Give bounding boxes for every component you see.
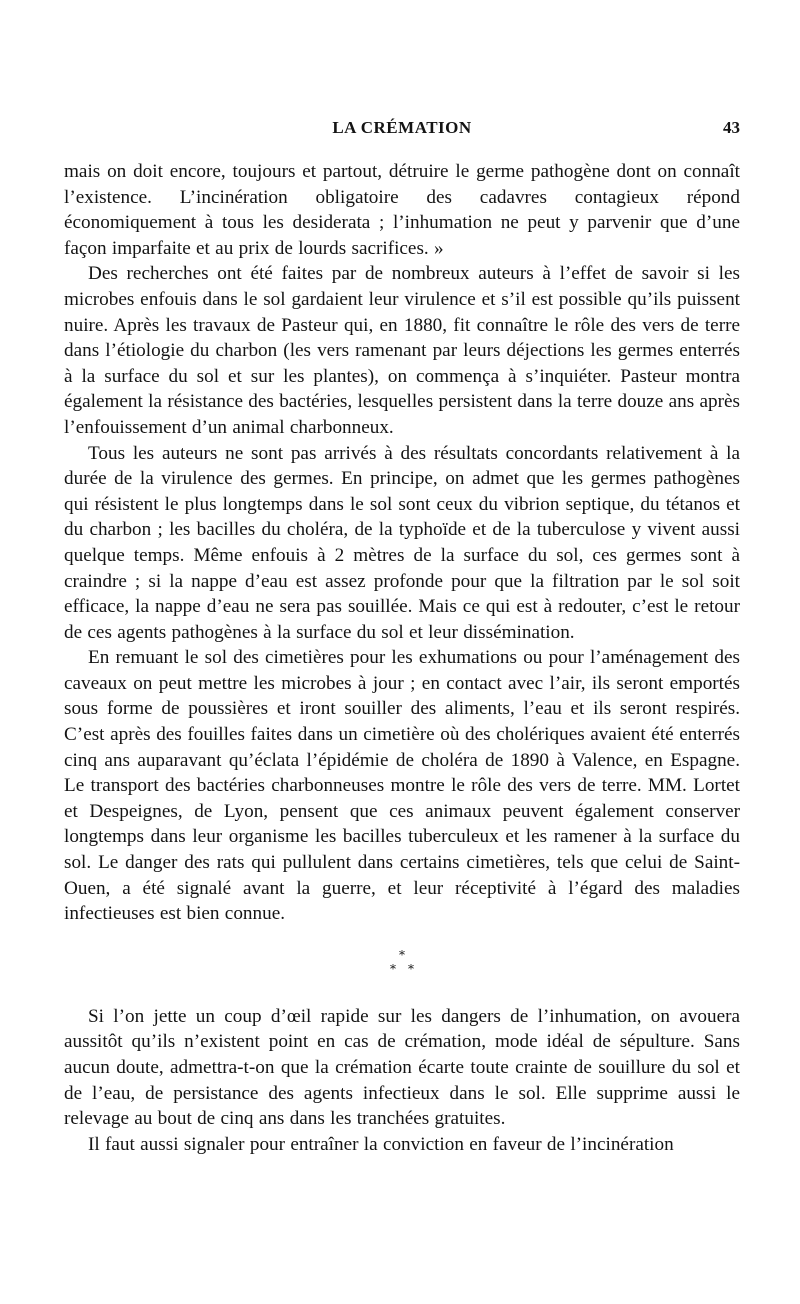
paragraph-virulence-duration: Tous les auteurs ne sont pas arrivés à des résultats concordants relativement à la durée de la virulence des germes. En principe, on admet que les germes pathogènes qui résistent le plus longtemps dans le sol sont ceux du vibrion septique, du tétanos et du charbon ; les bacilles du choléra, de la typhoïde et de la tuberculose y vivent aussi quelque temps. Même enfouis à 2 mètres de la surface du sol, ces germes sont à craindre ; si la nappe d’eau est assez profonde pour que la filtration par le sol soit efficace, la nappe d’eau ne sera pas souillée. Mais ce qui est à redouter, c’est le retour de ces agents pathogènes à la surface du sol et leur dissémination.	[64, 442, 740, 643]
section-break	[64, 927, 740, 1004]
paragraph-cemetery-exhumations: En remuant le sol des cimetières pour les exhumations ou pour l’aménagement des caveaux on peut mettre les microbes à jour ; en contact avec l’air, ils seront emportés sous forme de poussières et iront souiller des aliments, l’eau et ils seront respirés. C’est après des fouilles faites dans un cimetière où des cholériques avaient été enterrés cinq ans auparavant qu’éclata l’épidémie de choléra de 1890 à Valence, en Espagne. Le transport des bactéries charbonneuses montre le rôle des vers de terre. MM. Lortet et Despeignes, de Lyon, pensent que ces animaux peuvent également conserver longtemps dans leur organisme les bacilles tuberculeux et les ramener à la surface du sol. Le danger des rats qui pullulent dans certains cimetières, tels que celui de Saint-Ouen, a été signalé avant la guerre, et leur réceptivité à l’égard des maladies infectieuses est bien connue.	[64, 647, 740, 925]
body-text	[64, 159, 740, 1157]
asterism-ornament	[379, 949, 425, 975]
svg-text:*: *	[390, 961, 396, 975]
paragraph-cremation-advantages: Si l’on jette un coup d’œil rapide sur les dangers de l’inhumation, on avouera aussitôt qu’ils n’existent point en cas de crémation, mode idéal de sépulture. Sans aucun doute, admettra-t-on que la crémation écarte toute crainte de souillure du sol et de l’eau, de persistance des agents infectieux dans le sol. Elle supprime aussi le relevage au bout de cinq ans dans les tranchées gratuites.	[64, 1005, 740, 1130]
page-number: 43	[723, 118, 740, 137]
paragraph-final-line: Il faut aussi signaler pour entraîner la conviction en faveur de l’incinération	[88, 1133, 674, 1155]
svg-text:*: *	[399, 948, 405, 962]
page-header	[64, 118, 740, 142]
running-title: LA CRÉMATION	[332, 118, 472, 137]
paragraph-microbes-research: Des recherches ont été faites par de nombreux auteurs à l’effet de savoir si les microbes enfouis dans le sol gardaient leur virulence et s’il est possible qu’ils puissent nuire. Après les travaux de Pasteur qui, en 1880, fit connaître le rôle des vers de terre dans l’étiologie du charbon (les vers ramenant par leurs déjections les germes enterrés à la surface du sol et sur les plantes), on commença à s’inquiéter. Pasteur montra également la résistance des bactéries, lesquelles persistent dans la terre douze ans après l’enfouissement d’un animal charbonneux.	[64, 263, 740, 438]
svg-text:*: *	[408, 961, 414, 975]
paragraph-continuation: mais on doit encore, toujours et partout, détruire le germe pathogène dont on connaît l’existence. L’incinération obligatoire des cadavres contagieux répond économiquement à tous les desiderata ; l’inhumation ne peut y parvenir que d’une façon imparfaite et au prix de lourds sacrifices. »	[64, 161, 740, 259]
